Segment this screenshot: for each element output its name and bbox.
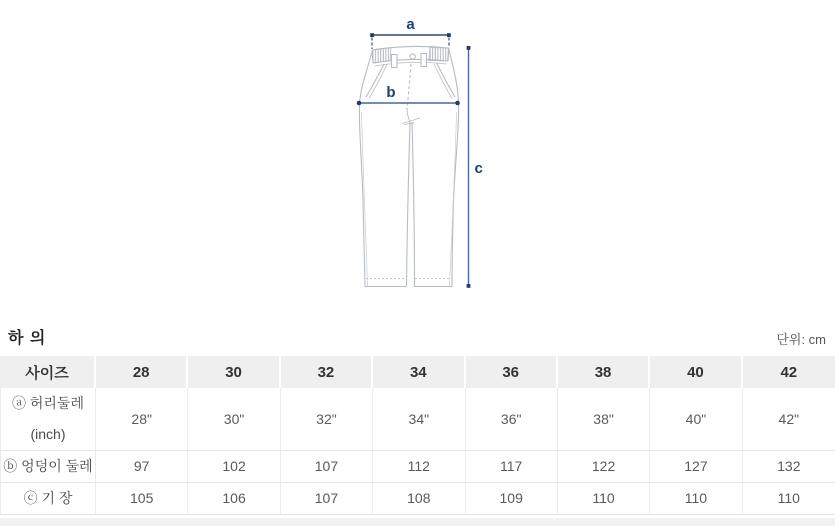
size-value-cell: 38" — [558, 388, 650, 451]
size-value-cell: 97 — [96, 451, 188, 483]
size-value-cell: 40" — [650, 388, 742, 451]
size-value-cell: 110 — [558, 483, 650, 515]
size-value-cell: 132 — [743, 451, 835, 483]
size-value-cell: 117 — [466, 451, 558, 483]
size-table-body — [0, 388, 835, 515]
table-row — [0, 483, 835, 515]
pants-outline — [359, 46, 458, 286]
size-header-cell: 36 — [466, 356, 558, 388]
size-value-cell: 110 — [650, 483, 742, 515]
dim-label-b: b — [386, 84, 396, 101]
size-header-cell: 30 — [188, 356, 280, 388]
size-value-cell: 36" — [466, 388, 558, 451]
size-header-cell: 38 — [558, 356, 650, 388]
size-value-cell: 108 — [373, 483, 465, 515]
size-header-cell: 40 — [650, 356, 742, 388]
size-value-cell: 127 — [650, 451, 742, 483]
size-value-cell: 42" — [743, 388, 835, 451]
size-header-cell: 32 — [281, 356, 373, 388]
size-header-cell: 34 — [373, 356, 465, 388]
size-table — [0, 356, 835, 515]
size-value-cell: 28" — [96, 388, 188, 451]
row-label-cell: ⓒ 기 장 — [0, 483, 96, 515]
size-value-cell: 107 — [281, 451, 373, 483]
size-value-cell: 107 — [281, 483, 373, 515]
size-value-cell: 109 — [466, 483, 558, 515]
size-header-cell: 28 — [96, 356, 188, 388]
size-value-cell: 34" — [373, 388, 465, 451]
size-header-label: 사이즈 — [0, 356, 96, 388]
dimension-c — [467, 46, 483, 288]
elastic-left — [373, 48, 392, 63]
table-row — [0, 388, 835, 451]
table-row — [0, 451, 835, 483]
row-label-cell: ⓐ 허리둘레(inch) — [0, 388, 96, 451]
dim-label-a: a — [406, 16, 415, 33]
size-value-cell: 30" — [188, 388, 280, 451]
size-table-head — [0, 356, 835, 388]
row-label-cell: ⓑ 엉덩이 둘레 — [0, 451, 96, 483]
size-value-cell: 105 — [96, 483, 188, 515]
size-value-cell: 122 — [558, 451, 650, 483]
unit-label: 단위: cm — [776, 332, 826, 347]
header-row — [0, 356, 835, 388]
size-header-cell: 42 — [743, 356, 835, 388]
belt-loop — [421, 54, 427, 67]
section-title: 하 의 — [8, 330, 47, 347]
elastic-right — [429, 47, 449, 61]
size-value-cell: 32" — [281, 388, 373, 451]
belt-loop — [392, 55, 398, 68]
size-value-cell: 112 — [373, 451, 465, 483]
dim-label-c: c — [474, 160, 483, 177]
waist-button — [410, 54, 415, 59]
next-table-strip — [0, 518, 835, 526]
section-head — [0, 320, 835, 356]
size-value-cell: 110 — [743, 483, 835, 515]
dimension-a — [370, 16, 451, 49]
size-value-cell: 102 — [188, 451, 280, 483]
size-value-cell: 106 — [188, 483, 280, 515]
